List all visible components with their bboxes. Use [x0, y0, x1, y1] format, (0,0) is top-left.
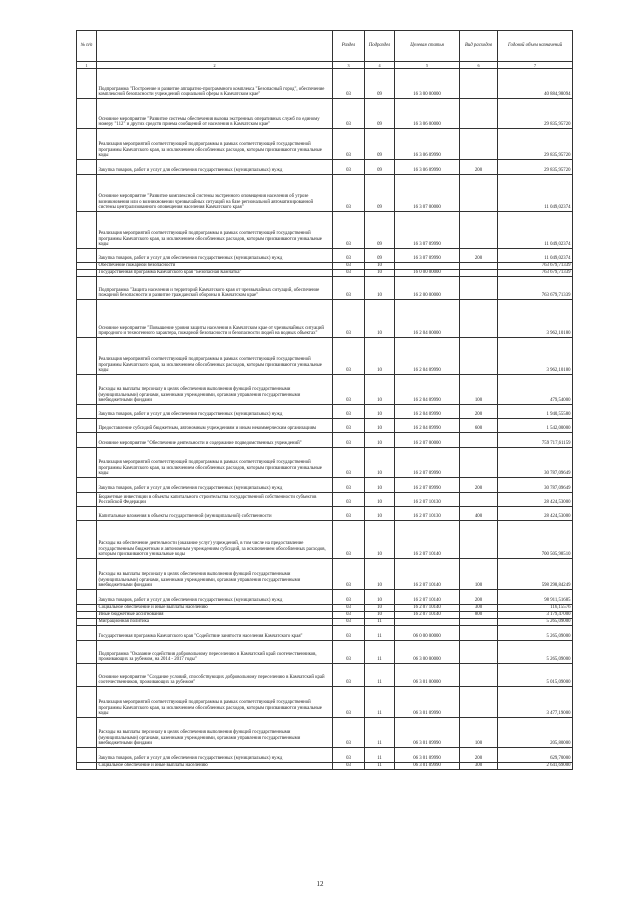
row-target-article-cell: 06 3 00 00000	[395, 641, 460, 664]
page-number: 12	[316, 880, 324, 888]
table-row	[77, 664, 573, 687]
row-expense-type-cell	[460, 641, 498, 664]
row-amount-cell: 1 542,00000	[498, 419, 573, 433]
row-expense-type-cell: 200	[460, 748, 498, 763]
column-number: 1	[77, 62, 97, 69]
row-name-cell: Обеспечение пожарной безопасности	[97, 263, 333, 270]
row-razdel-cell: 03	[333, 277, 365, 300]
row-amount-cell: 763 679,71339	[498, 277, 573, 300]
row-podrazdel-cell: 09	[365, 99, 395, 129]
row-name-cell: Закупка товаров, работ и услуг для обеспечения государственных (муниципальных) нужд	[97, 249, 333, 263]
row-name-cell: Реализация мероприятий соответствующей подпрограммы в рамках соответствующей государственной программы Камчатского края, за исключением обособленных расходов, которым присваиваются уникальные коды	[97, 338, 333, 375]
row-target-article-cell: 16 2 04 09990	[395, 338, 460, 375]
row-razdel-cell: 03	[333, 559, 365, 590]
row-name-cell: Реализация мероприятий соответствующей подпрограммы в рамках соответствующей государственной программы Камчатского края, за исключением обособленных расходов, которым присваиваются уникальные коды	[97, 129, 333, 160]
row-expense-type-cell	[460, 521, 498, 559]
table-row	[77, 605, 573, 612]
row-razdel-cell: 03	[333, 664, 365, 687]
row-razdel-cell: 03	[333, 605, 365, 612]
table-row	[77, 99, 573, 129]
row-razdel-cell: 03	[333, 493, 365, 507]
row-expense-type-cell	[460, 300, 498, 338]
row-podrazdel-cell: 10	[365, 559, 395, 590]
row-amount-cell: 759 717,61159	[498, 433, 573, 448]
row-podrazdel-cell: 11	[365, 748, 395, 763]
row-name-cell: Основное мероприятие "Повышение уровня защиты населения в Камчатском крае от чрезвычайных ситуаций природного и техногенного характера, пожарной безопасности и безопасности людей на водных объектах"	[97, 300, 333, 338]
row-expense-type-cell	[460, 687, 498, 718]
row-amount-cell: 28 424,53000	[498, 493, 573, 507]
row-target-article-cell: 16 0 00 00000	[395, 270, 460, 277]
row-target-article-cell: 16 3 00 00000	[395, 69, 460, 99]
row-amount-cell: 700 505,98510	[498, 521, 573, 559]
row-name-cell: Миграционная политика	[97, 619, 333, 626]
row-name-cell: Основное мероприятие "Развитие комплексной системы экстренного оповещения населения об угрозе возникновения или о возникновении чрезвычайных ситуаций на базе региональной автоматизированной системы централизованного оповещения населения Камчатского края"	[97, 175, 333, 212]
row-target-article-cell: 16 3 06 09990	[395, 160, 460, 175]
row-podrazdel-cell: 10	[365, 375, 395, 405]
row-amount-cell: 11 049,02374	[498, 249, 573, 263]
column-number: 7	[498, 62, 573, 69]
table-row	[77, 338, 573, 375]
row-name-cell: Закупка товаров, работ и услуг для обеспечения государственных (муниципальных) нужд	[97, 160, 333, 175]
row-name-cell: Государственная программа Камчатского края "Содействие занятости населения Камчатского края"	[97, 626, 333, 641]
row-expense-type-cell	[460, 263, 498, 270]
table-body	[77, 69, 573, 770]
table-row	[77, 129, 573, 160]
row-podrazdel-cell: 09	[365, 175, 395, 212]
row-target-article-cell: 16 2 04 09990	[395, 405, 460, 419]
row-amount-cell: 2 641,69000	[498, 763, 573, 770]
row-razdel-cell: 03	[333, 375, 365, 405]
table-row	[77, 748, 573, 763]
row-razdel-cell: 03	[333, 612, 365, 619]
row-amount-cell: 5 015,09000	[498, 664, 573, 687]
row-name-cell: Реализация мероприятий соответствующей подпрограммы в рамках соответствующей государственной программы Камчатского края, за исключением обособленных расходов, которым присваиваются уникальные коды	[97, 687, 333, 718]
row-target-article-cell: 16 2 07 10140	[395, 559, 460, 590]
table-row	[77, 687, 573, 718]
row-expense-type-cell	[460, 664, 498, 687]
column-number: 2	[97, 62, 333, 69]
row-expense-type-cell: 100	[460, 375, 498, 405]
row-razdel-cell: 03	[333, 263, 365, 270]
row-target-article-cell: 06 3 01 09990	[395, 748, 460, 763]
row-podrazdel-cell: 09	[365, 212, 395, 249]
row-name-cell: Подпрограмма "Защита населения и территорий Камчатского края от чрезвычайных ситуаций, обеспечение пожарной безопасности и развитие гражданской обороны в Камчатском крае"	[97, 277, 333, 300]
row-razdel-cell: 03	[333, 521, 365, 559]
table-row	[77, 619, 573, 626]
row-amount-cell: 29 835,95720	[498, 160, 573, 175]
table-row	[77, 763, 573, 770]
row-expense-type-cell: 200	[460, 249, 498, 263]
row-number-cell	[77, 748, 97, 763]
row-expense-type-cell: 300	[460, 763, 498, 770]
row-name-cell: Закупка товаров, работ и услуг для обеспечения государственных (муниципальных) нужд	[97, 748, 333, 763]
col-header-no: № п/п	[77, 31, 97, 62]
row-name-cell: Социальное обеспечение и иные выплаты населению	[97, 763, 333, 770]
row-name-cell: Капитальные вложения в объекты государственной (муниципальной) собственности	[97, 507, 333, 521]
table-row	[77, 212, 573, 249]
row-target-article-cell: 16 3 06 09990	[395, 129, 460, 160]
row-razdel-cell: 03	[333, 338, 365, 375]
row-number-cell	[77, 521, 97, 559]
row-expense-type-cell: 300	[460, 605, 498, 612]
column-number: 6	[460, 62, 498, 69]
row-expense-type-cell	[460, 69, 498, 99]
row-podrazdel-cell: 09	[365, 69, 395, 99]
row-podrazdel-cell: 10	[365, 419, 395, 433]
table-row	[77, 507, 573, 521]
row-target-article-cell: 16 2 00 00000	[395, 277, 460, 300]
col-header-podrazdel: Подраздел	[365, 31, 395, 62]
row-number-cell	[77, 641, 97, 664]
row-number-cell	[77, 300, 97, 338]
row-target-article-cell: 16 2 07 10130	[395, 493, 460, 507]
row-podrazdel-cell: 10	[365, 433, 395, 448]
row-expense-type-cell	[460, 433, 498, 448]
row-name-cell: Социальное обеспечение и иные выплаты населению	[97, 605, 333, 612]
table-row	[77, 300, 573, 338]
row-target-article-cell: 16 2 07 00000	[395, 433, 460, 448]
row-razdel-cell: 03	[333, 249, 365, 263]
row-podrazdel-cell: 10	[365, 507, 395, 521]
row-target-article-cell: 16 2 07 10140	[395, 521, 460, 559]
row-name-cell: Расходы на выплаты персоналу в целях обеспечения выполнения функций государственными (муниципальными) органами, казенными учреждениями, органами управления государственными внебюджетными фондами	[97, 559, 333, 590]
row-amount-cell: 763 679,71339	[498, 263, 573, 270]
row-razdel-cell: 03	[333, 270, 365, 277]
table-header-row	[77, 31, 573, 62]
row-number-cell	[77, 212, 97, 249]
table-row	[77, 612, 573, 619]
table-row	[77, 249, 573, 263]
row-number-cell	[77, 605, 97, 612]
row-name-cell: Расходы на выплаты персоналу в целях обеспечения выполнения функций государственными (муниципальными) органами, казенными учреждениями, органами управления государственными внебюджетными фондами	[97, 375, 333, 405]
row-amount-cell: 479,54000	[498, 375, 573, 405]
row-podrazdel-cell: 10	[365, 493, 395, 507]
table-row	[77, 478, 573, 493]
row-podrazdel-cell: 11	[365, 641, 395, 664]
row-target-article-cell: 16 2 07 10130	[395, 507, 460, 521]
table-row	[77, 160, 573, 175]
column-number-row	[77, 62, 573, 69]
table-row	[77, 626, 573, 641]
row-number-cell	[77, 69, 97, 99]
row-podrazdel-cell: 10	[365, 612, 395, 619]
row-amount-cell: 763 679,71339	[498, 270, 573, 277]
row-razdel-cell: 03	[333, 448, 365, 478]
row-expense-type-cell	[460, 448, 498, 478]
row-razdel-cell: 03	[333, 212, 365, 249]
row-razdel-cell: 03	[333, 160, 365, 175]
col-header-razdel: Раздел	[333, 31, 365, 62]
row-target-article-cell: 16 3 07 00000	[395, 175, 460, 212]
row-razdel-cell: 03	[333, 175, 365, 212]
row-razdel-cell: 03	[333, 748, 365, 763]
row-target-article-cell: 16 3 07 09990	[395, 249, 460, 263]
row-podrazdel-cell: 10	[365, 521, 395, 559]
row-number-cell	[77, 507, 97, 521]
row-target-article-cell: 16 2 07 10140	[395, 612, 460, 619]
row-number-cell	[77, 448, 97, 478]
row-expense-type-cell	[460, 493, 498, 507]
row-podrazdel-cell: 10	[365, 270, 395, 277]
row-number-cell	[77, 590, 97, 605]
row-number-cell	[77, 433, 97, 448]
row-razdel-cell: 03	[333, 69, 365, 99]
table-row	[77, 433, 573, 448]
row-name-cell: Расходы на выплаты персоналу в целях обеспечения выполнения функций государственными (муниципальными) органами, казенными учреждениями, органами управления государственными внебюджетными фондами	[97, 718, 333, 748]
budget-table	[76, 30, 573, 770]
row-name-cell: Основное мероприятие "Обеспечение деятельности и содержание подведомственных учреждений"	[97, 433, 333, 448]
table-row	[77, 521, 573, 559]
row-expense-type-cell: 100	[460, 718, 498, 748]
row-name-cell: Подпрограмма "Оказание содействия добровольному переселению в Камчатский край соотечественников, проживающих за рубежом, на 2014 - 2017 годы"	[97, 641, 333, 664]
row-target-article-cell: 16 2 07 09990	[395, 448, 460, 478]
table-row	[77, 493, 573, 507]
row-name-cell: Государственная программа Камчатского края "Безопасная Камчатка"	[97, 270, 333, 277]
row-podrazdel-cell: 10	[365, 338, 395, 375]
row-podrazdel-cell: 11	[365, 687, 395, 718]
row-podrazdel-cell: 10	[365, 263, 395, 270]
row-target-article-cell: 16 2 07 10140	[395, 605, 460, 612]
row-podrazdel-cell: 11	[365, 619, 395, 626]
row-amount-cell: 3 962,10180	[498, 338, 573, 375]
row-target-article-cell: 06 3 01 09990	[395, 718, 460, 748]
row-amount-cell: 598 298,84249	[498, 559, 573, 590]
row-expense-type-cell: 200	[460, 478, 498, 493]
row-razdel-cell: 03	[333, 300, 365, 338]
row-number-cell	[77, 664, 97, 687]
table-row	[77, 448, 573, 478]
row-expense-type-cell: 400	[460, 507, 498, 521]
col-header-vid: Вид расходов	[460, 31, 498, 62]
row-razdel-cell: 03	[333, 405, 365, 419]
row-target-article-cell: 16 2 07 09990	[395, 478, 460, 493]
table-row	[77, 405, 573, 419]
row-target-article-cell: 16 2 07 10140	[395, 590, 460, 605]
row-name-cell: Реализация мероприятий соответствующей подпрограммы в рамках соответствующей государственной программы Камчатского края, за исключением обособленных расходов, которым присваиваются уникальные коды	[97, 448, 333, 478]
row-expense-type-cell	[460, 129, 498, 160]
row-target-article-cell: 16 2 04 09990	[395, 375, 460, 405]
row-razdel-cell: 03	[333, 718, 365, 748]
row-target-article-cell: 06 3 01 09990	[395, 763, 460, 770]
row-amount-cell: 3 962,10180	[498, 300, 573, 338]
row-amount-cell: 11 049,02374	[498, 212, 573, 249]
row-expense-type-cell	[460, 175, 498, 212]
table-row	[77, 270, 573, 277]
row-amount-cell: 1 940,55580	[498, 405, 573, 419]
row-expense-type-cell	[460, 626, 498, 641]
row-number-cell	[77, 160, 97, 175]
row-podrazdel-cell: 10	[365, 405, 395, 419]
row-razdel-cell: 03	[333, 619, 365, 626]
table-row	[77, 590, 573, 605]
row-target-article-cell: 06 3 01 00000	[395, 664, 460, 687]
row-expense-type-cell	[460, 270, 498, 277]
row-number-cell	[77, 338, 97, 375]
row-target-article-cell: 16 2 04 09990	[395, 419, 460, 433]
col-header-obem: Годовой объем назначений	[498, 31, 573, 62]
row-name-cell: Закупка товаров, работ и услуг для обеспечения государственных (муниципальных) нужд	[97, 478, 333, 493]
row-razdel-cell: 03	[333, 433, 365, 448]
row-amount-cell: 30 787,09649	[498, 478, 573, 493]
column-number: 3	[333, 62, 365, 69]
row-amount-cell: 11 049,02374	[498, 175, 573, 212]
row-target-article-cell: 16 2 04 00000	[395, 300, 460, 338]
row-number-cell	[77, 718, 97, 748]
row-podrazdel-cell: 11	[365, 718, 395, 748]
row-podrazdel-cell: 11	[365, 664, 395, 687]
row-name-cell: Основное мероприятие "Создание условий, способствующих добровольному переселению в Камчатский край соотечественников, проживающих за рубежом"	[97, 664, 333, 687]
row-expense-type-cell	[460, 619, 498, 626]
row-target-article-cell: 06 3 01 09990	[395, 687, 460, 718]
table-row	[77, 175, 573, 212]
table-row	[77, 277, 573, 300]
row-number-cell	[77, 175, 97, 212]
table-row	[77, 263, 573, 270]
row-razdel-cell: 03	[333, 478, 365, 493]
row-expense-type-cell	[460, 99, 498, 129]
row-podrazdel-cell: 09	[365, 249, 395, 263]
row-podrazdel-cell: 10	[365, 478, 395, 493]
row-number-cell	[77, 763, 97, 770]
col-header-name	[97, 31, 333, 62]
row-number-cell	[77, 129, 97, 160]
col-header-celevaya: Целевая статья	[395, 31, 460, 62]
table-row	[77, 69, 573, 99]
row-name-cell: Предоставление субсидий бюджетным, автономным учреждениям и иным некоммерческим организациям	[97, 419, 333, 433]
table-row	[77, 375, 573, 405]
column-number: 4	[365, 62, 395, 69]
row-podrazdel-cell: 10	[365, 277, 395, 300]
row-razdel-cell: 03	[333, 590, 365, 605]
row-podrazdel-cell: 10	[365, 590, 395, 605]
row-amount-cell: 98 911,51685	[498, 590, 573, 605]
row-number-cell	[77, 405, 97, 419]
table-row	[77, 641, 573, 664]
row-number-cell	[77, 493, 97, 507]
row-amount-cell: 205,80000	[498, 718, 573, 748]
row-amount-cell: 5 265,09000	[498, 626, 573, 641]
row-expense-type-cell: 200	[460, 160, 498, 175]
row-razdel-cell: 03	[333, 129, 365, 160]
row-razdel-cell: 03	[333, 641, 365, 664]
row-name-cell: Бюджетные инвестиции в объекты капитального строительства государственной собственности субъектов Российской Федерации	[97, 493, 333, 507]
row-name-cell: Подпрограмма "Построение и развитие аппаратно-программного комплекса "Безопасный город", обеспечение комплексной безопасности учреждений социальной сферы в Камчатском крае"	[97, 69, 333, 99]
row-razdel-cell: 03	[333, 687, 365, 718]
row-podrazdel-cell: 09	[365, 160, 395, 175]
row-number-cell	[77, 626, 97, 641]
row-podrazdel-cell: 11	[365, 626, 395, 641]
row-amount-cell: 29 835,95720	[498, 99, 573, 129]
row-number-cell	[77, 619, 97, 626]
row-amount-cell: 116,15576	[498, 605, 573, 612]
row-name-cell: Расходы на обеспечение деятельности (оказание услуг) учреждений, в том числе на предоставление государственным бюджетным и автономным учреждениям субсидий, за исключением обособленных расходов, которым присваиваются уникальные коды	[97, 521, 333, 559]
row-amount-cell: 3 477,19000	[498, 687, 573, 718]
row-podrazdel-cell: 11	[365, 763, 395, 770]
row-razdel-cell: 03	[333, 763, 365, 770]
row-name-cell: Реализация мероприятий соответствующей подпрограммы в рамках соответствующей государственной программы Камчатского края, за исключением обособленных расходов, которым присваиваются уникальные коды	[97, 212, 333, 249]
row-amount-cell: 3 179,47000	[498, 612, 573, 619]
row-amount-cell: 5 265,09000	[498, 641, 573, 664]
row-razdel-cell: 03	[333, 419, 365, 433]
row-podrazdel-cell: 10	[365, 605, 395, 612]
row-number-cell	[77, 687, 97, 718]
row-target-article-cell: 16 3 06 00000	[395, 99, 460, 129]
row-number-cell	[77, 99, 97, 129]
row-number-cell	[77, 612, 97, 619]
table-row	[77, 718, 573, 748]
row-target-article-cell	[395, 263, 460, 270]
row-razdel-cell: 03	[333, 507, 365, 521]
row-number-cell	[77, 249, 97, 263]
row-target-article-cell: 06 0 00 00000	[395, 626, 460, 641]
row-amount-cell: 629,70000	[498, 748, 573, 763]
row-target-article-cell: 16 3 07 09990	[395, 212, 460, 249]
row-number-cell	[77, 375, 97, 405]
row-expense-type-cell	[460, 212, 498, 249]
row-expense-type-cell	[460, 338, 498, 375]
row-target-article-cell	[395, 619, 460, 626]
row-name-cell: Основное мероприятие "Развитие системы обеспечения вызова экстренных оперативных служб по единому номеру "112" и других средств приема сообщений от населения в Камчатском крае"	[97, 99, 333, 129]
column-number: 5	[395, 62, 460, 69]
row-expense-type-cell: 200	[460, 405, 498, 419]
table-row	[77, 559, 573, 590]
row-amount-cell: 29 835,95720	[498, 129, 573, 160]
row-name-cell: Закупка товаров, работ и услуг для обеспечения государственных (муниципальных) нужд	[97, 405, 333, 419]
row-amount-cell: 30 787,09649	[498, 448, 573, 478]
row-expense-type-cell: 600	[460, 419, 498, 433]
row-podrazdel-cell: 10	[365, 448, 395, 478]
row-number-cell	[77, 478, 97, 493]
row-number-cell	[77, 559, 97, 590]
row-number-cell	[77, 270, 97, 277]
row-amount-cell: 40 884,98094	[498, 69, 573, 99]
row-expense-type-cell	[460, 277, 498, 300]
row-expense-type-cell: 800	[460, 612, 498, 619]
row-expense-type-cell: 200	[460, 590, 498, 605]
row-amount-cell: 28 424,53000	[498, 507, 573, 521]
row-name-cell: Закупка товаров, работ и услуг для обеспечения государственных (муниципальных) нужд	[97, 590, 333, 605]
row-podrazdel-cell: 09	[365, 129, 395, 160]
table-row	[77, 419, 573, 433]
row-podrazdel-cell: 10	[365, 300, 395, 338]
row-razdel-cell: 03	[333, 626, 365, 641]
row-number-cell	[77, 263, 97, 270]
row-number-cell	[77, 277, 97, 300]
row-name-cell: Иные бюджетные ассигнования	[97, 612, 333, 619]
row-number-cell	[77, 419, 97, 433]
row-razdel-cell: 03	[333, 99, 365, 129]
row-amount-cell: 5 265,09000	[498, 619, 573, 626]
row-expense-type-cell: 100	[460, 559, 498, 590]
